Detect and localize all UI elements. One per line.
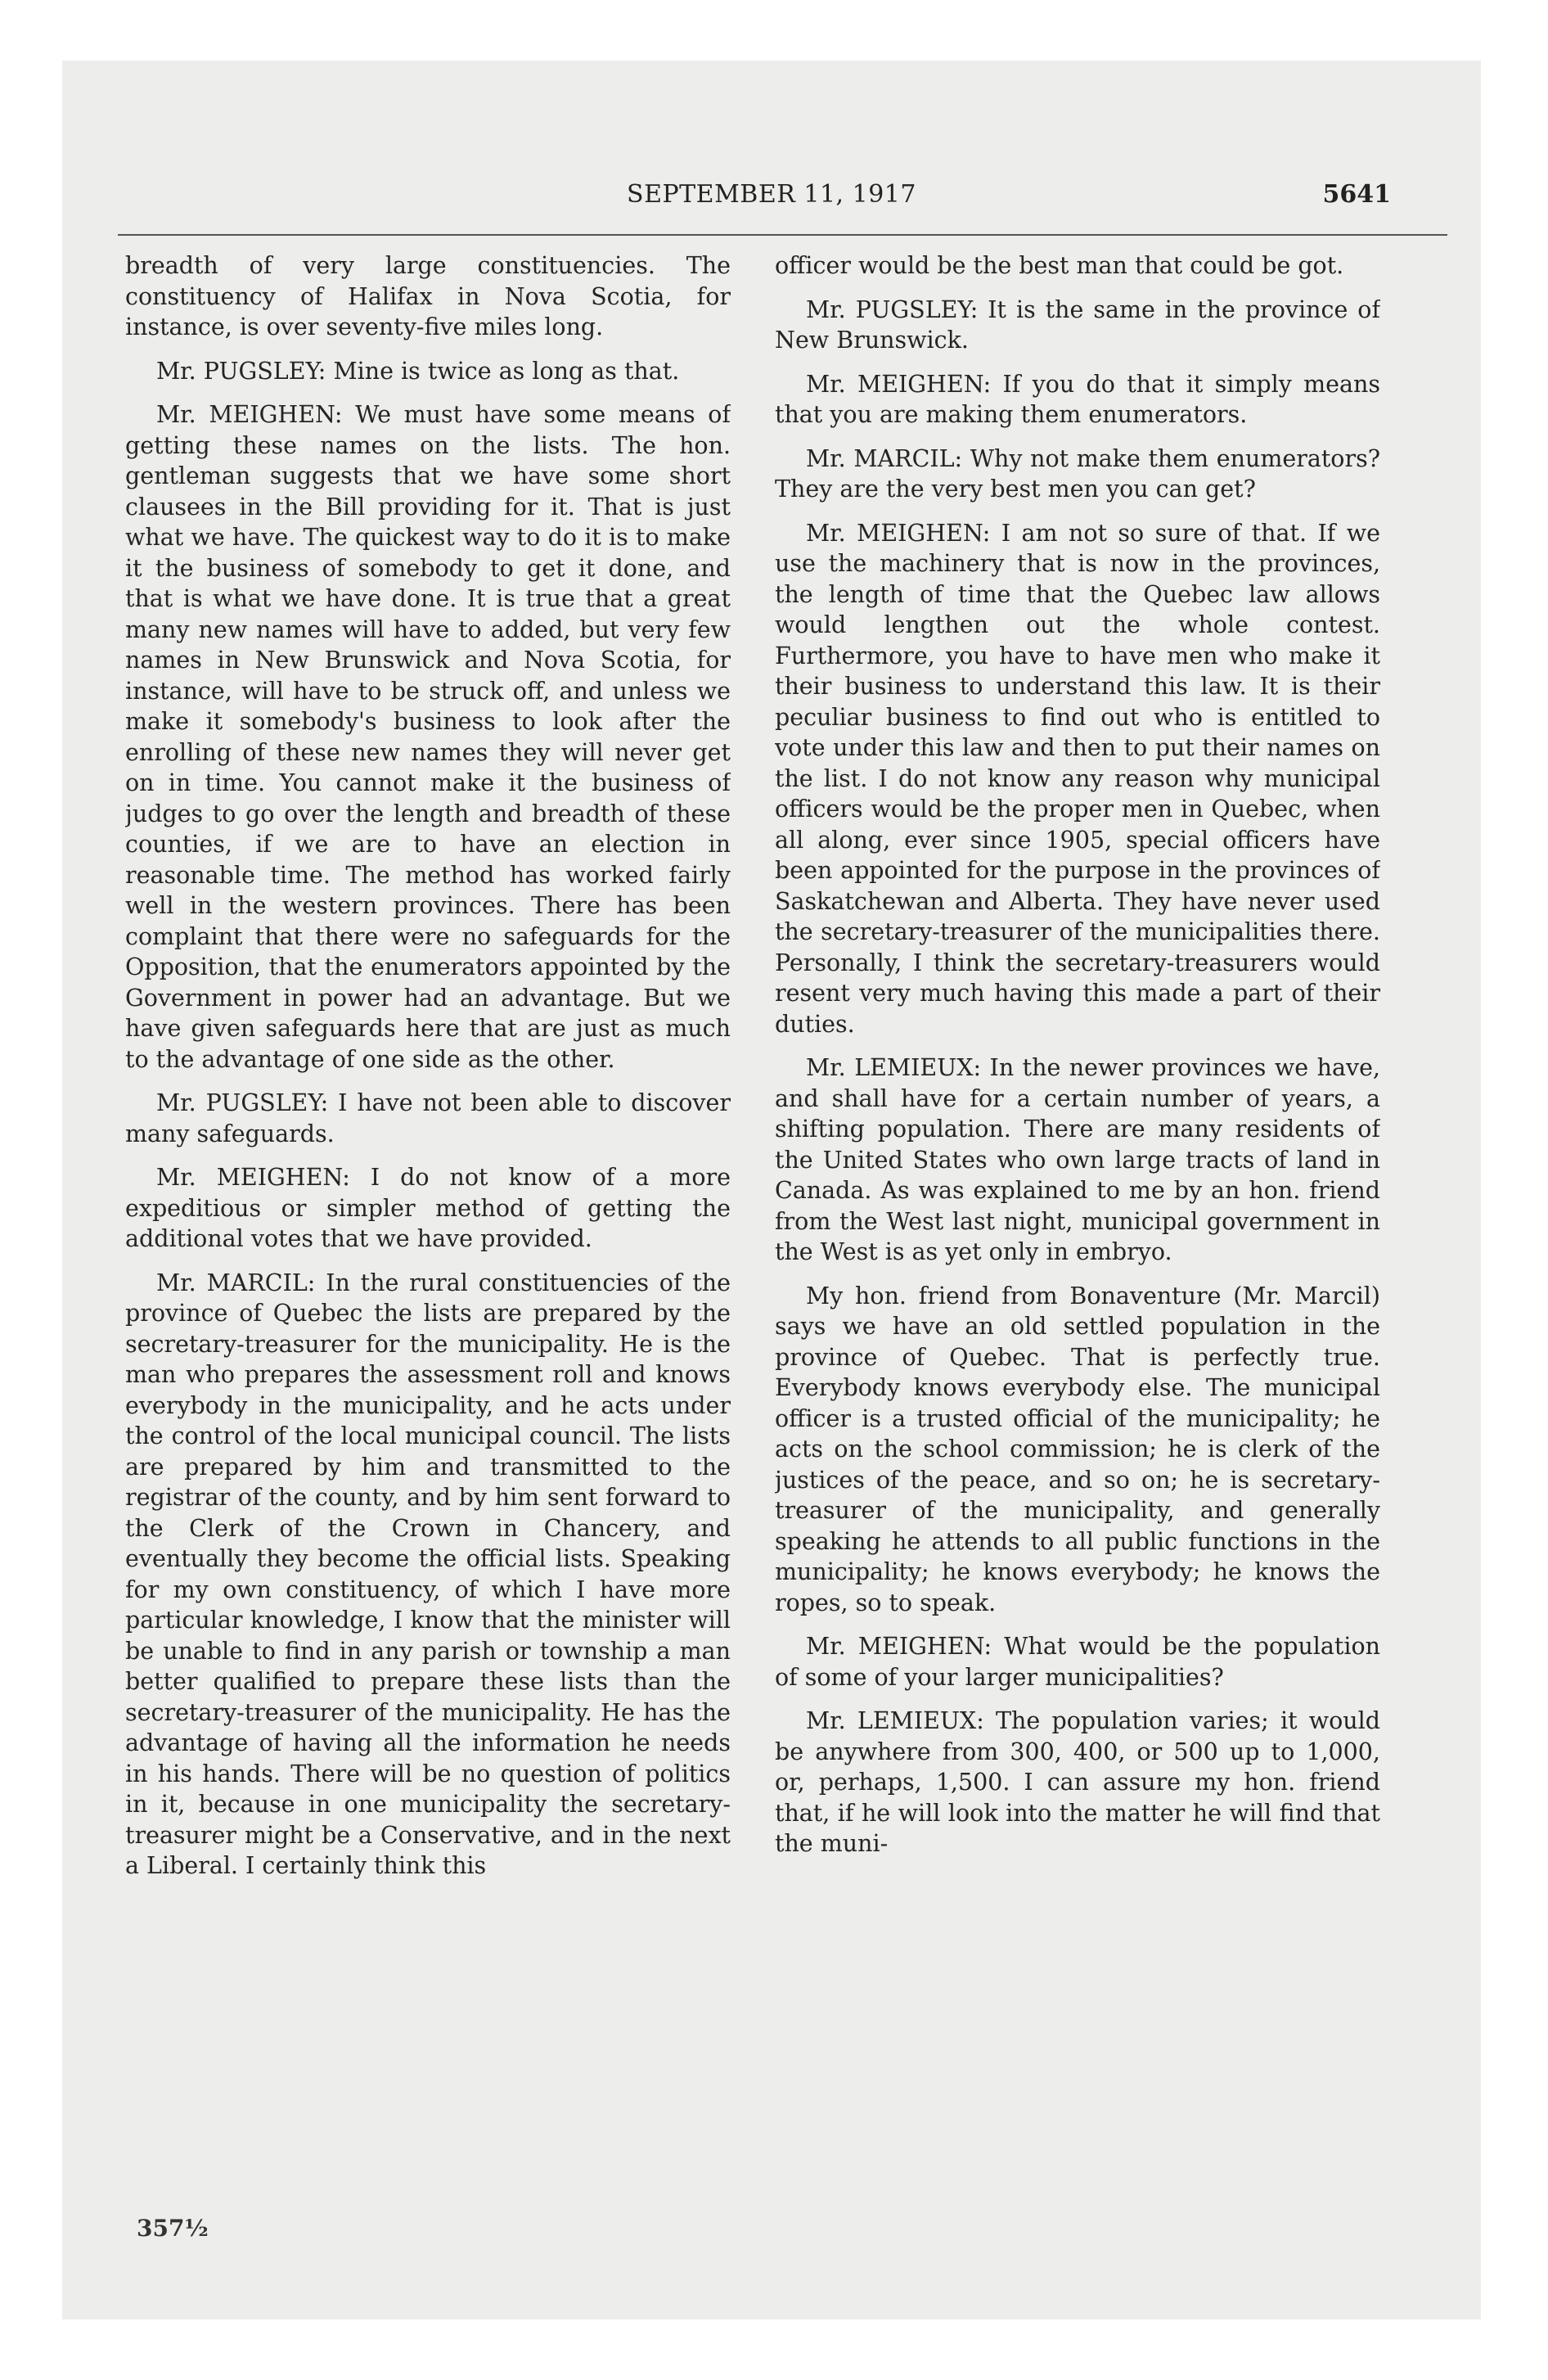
- paragraph: My hon. friend from Bonaventure (Mr. Marcil) says we have an old settled population in the province of Quebec. That is perfectly true. Everybody knows everybody else. The municipal officer is a trusted official of the municipality; he acts on the school commission; he is clerk of the justices of the peace, and so on; he is secretary-treasurer of the municipality, and generally speaking he attends to all public functions in the municipality; he knows everybody; he knows the ropes, so to speak.: [775, 1282, 1380, 1616]
- left-column: [125, 250, 731, 2206]
- scanned-page: [62, 61, 1481, 2319]
- paragraph: Mr. MEIGHEN: I do not know of a more expeditious or simpler method of getting the additional votes that we have provided.: [125, 1164, 731, 1252]
- paragraph: Mr. MARCIL: In the rural constituencies of the province of Quebec the lists are prepared by the secretary-treasurer for the municipality. He is the man who prepares the assessment roll and knows everybody in the municipality, and he acts under the control of the local municipal council. The lists are prepared by him and transmitted to the registrar of the county, and by him sent forward to the Clerk of the Crown in Chancery, and eventually they become the official lists. Speaking for my own constituency, of which I have more particular knowledge, I know that the minister will be unable to find in any parish or township a man better qualified to prepare these lists than the secretary-treasurer of the municipality. He has the advantage of having all the information he needs in his hands. There will be no question of politics in it, because in one municipality the secretary-treasurer might be a Conservative, and in the next a Liberal. I certainly think this: [125, 1269, 731, 1879]
- paragraph: breadth of very large constituencies. The constituency of Halifax in Nova Scotia, for instance, is over seventy-five miles long.: [125, 252, 731, 340]
- paragraph: Mr. MEIGHEN: We must have some means of getting these names on the lists. The hon. gentleman suggests that we have some short clausees in the Bill providing for it. That is just what we have. The quickest way to do it is to make it the business of somebody to get it done, and that is what we have done. It is true that a great many new names will have to added, but very few names in New Brunswick and Nova Scotia, for instance, will have to be struck off, and unless we make it somebody's business to look after the enrolling of these new names they will never get on in time. You cannot make it the business of judges to go over the length and breadth of these counties, if we are to have an election in reasonable time. The method has worked fairly well in the western provinces. There has been complaint that there were no safeguards for the Opposition, that the enumerators appointed by the Government in power had an advantage. But we have given safeguards here that are just as much to the advantage of one side as the other.: [125, 401, 731, 1073]
- right-column: [775, 250, 1380, 2206]
- paragraph: Mr. MEIGHEN: I am not so sure of that. If we use the machinery that is now in the provinces, the length of time that the Quebec law allows would lengthen out the whole contest. Furthermore, you have to have men who make it their business to understand this law. It is their peculiar business to find out who is entitled to vote under this law and then to put their names on the list. I do not know any reason why municipal officers would be the proper men in Quebec, when all along, ever since 1905, special officers have been appointed for the purpose in the provinces of Saskatchewan and Alberta. They have never used the secretary-treasurer of the municipalities there. Personally, I think the secretary-treasurers would resent very much having this made a part of their duties.: [775, 519, 1380, 1038]
- header-date: SEPTEMBER 11, 1917: [627, 180, 916, 209]
- header-page-number: 5641: [1322, 180, 1391, 209]
- paragraph: officer would be the best man that could be got.: [775, 252, 1344, 279]
- paragraph: Mr. MEIGHEN: If you do that it simply means that you are making them enumerators.: [775, 370, 1380, 428]
- signature-mark: 357½: [137, 2215, 209, 2242]
- paragraph: Mr. LEMIEUX: The population varies; it would be anywhere from 300, 400, or 500 up to 1,000, or, perhaps, 1,500. I can assure my hon. friend that, if he will look into the matter he will find that the muni-: [775, 1707, 1380, 1857]
- paragraph: Mr. LEMIEUX: In the newer provinces we have, and shall have for a certain number of years, a shifting population. There are many residents of the United States who own large tracts of land in Canada. As was explained to me by an hon. friend from the West last night, municipal government in the West is as yet only in embryo.: [775, 1054, 1380, 1265]
- page-header: [62, 180, 1481, 229]
- paragraph: Mr. PUGSLEY: It is the same in the province of New Brunswick.: [775, 295, 1380, 354]
- paragraph: Mr. PUGSLEY: I have not been able to discover many safeguards.: [125, 1089, 731, 1147]
- paragraph: Mr. MARCIL: Why not make them enumerators? They are the very best men you can get?: [775, 444, 1380, 503]
- paragraph: Mr. PUGSLEY: Mine is twice as long as that.: [156, 357, 680, 385]
- header-rule: [118, 234, 1447, 236]
- paragraph: Mr. MEIGHEN: What would be the population of some of your larger municipalities?: [775, 1633, 1380, 1691]
